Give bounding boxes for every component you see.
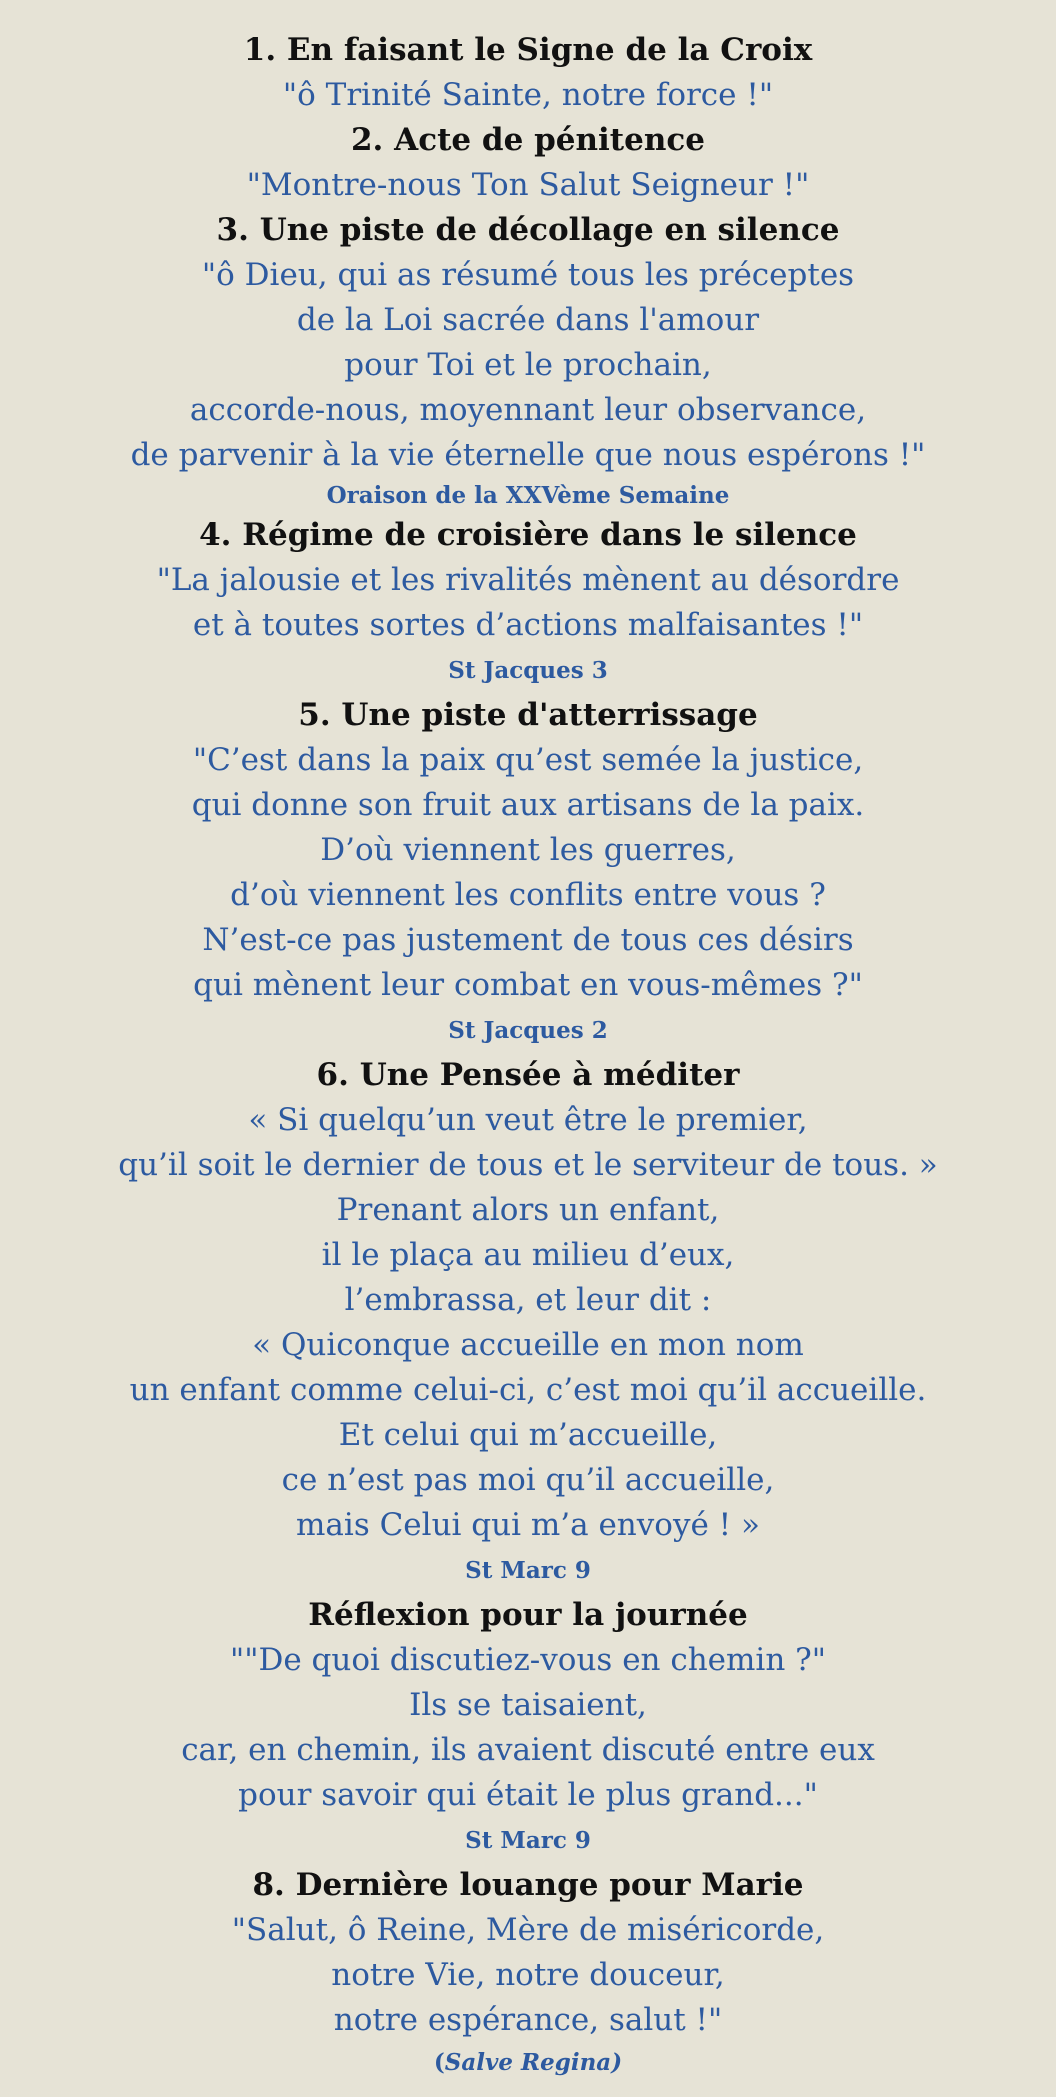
quote-line: ""De quoi discutiez-vous en chemin ?" xyxy=(229,1642,827,1678)
section-heading: 1. En faisant le Signe de la Croix xyxy=(243,32,813,68)
quote-line: Prenant alors un enfant, xyxy=(336,1192,720,1228)
quote-line: Ils se taisaient, xyxy=(409,1687,647,1723)
section-heading: 2. Acte de pénitence xyxy=(350,122,705,158)
quote-line: pour savoir qui était le plus grand..." xyxy=(238,1777,818,1813)
section-takeoff xyxy=(0,208,1056,513)
quote-line: de parvenir à la vie éternelle que nous espérons !" xyxy=(130,437,926,473)
quote-line: "C’est dans la paix qu’est semée la justice, xyxy=(192,742,864,778)
quote-line: qu’il soit le dernier de tous et le serviteur de tous. » xyxy=(118,1147,938,1183)
section-heading: 4. Régime de croisière dans le silence xyxy=(199,517,857,553)
section-heading: 6. Une Pensée à méditer xyxy=(316,1057,740,1093)
quote-line: de la Loi sacrée dans l'amour xyxy=(296,302,760,338)
quote-line: d’où viennent les conflits entre vous ? xyxy=(230,877,826,913)
quote-line: "Salut, ô Reine, Mère de miséricorde, xyxy=(231,1912,825,1948)
quote-source: St Jacques 3 xyxy=(448,657,608,684)
quote-line: Et celui qui m’accueille, xyxy=(338,1417,718,1453)
quote-line: "Montre-nous Ton Salut Seigneur !" xyxy=(246,167,810,203)
quote-line: "ô Dieu, qui as résumé tous les préceptes xyxy=(201,257,855,293)
quote-line: accorde-nous, moyennant leur observance, xyxy=(189,392,867,428)
section-cruise xyxy=(0,513,1056,693)
source-paren: ( xyxy=(433,2049,445,2076)
quote-line: "La jalousie et les rivalités mènent au désordre xyxy=(156,562,900,598)
section-reflection xyxy=(0,1593,1056,1863)
section-heading: 5. Une piste d'atterrissage xyxy=(298,697,758,733)
quote-line: mais Celui qui m’a envoyé ! » xyxy=(296,1507,760,1543)
quote-line: D’où viennent les guerres, xyxy=(320,832,736,868)
quote-line: car, en chemin, ils avaient discuté entre eux xyxy=(181,1732,875,1768)
section-penitence xyxy=(0,118,1056,208)
quote-line: ce n’est pas moi qu’il accueille, xyxy=(281,1462,775,1498)
quote-line: notre Vie, notre douceur, xyxy=(331,1957,725,1993)
quote-source: Oraison de la XXVème Semaine xyxy=(326,482,730,509)
quote-line: N’est-ce pas justement de tous ces désirs xyxy=(202,922,854,958)
quote-line: qui donne son fruit aux artisans de la paix. xyxy=(191,787,865,823)
section-heading: 3. Une piste de décollage en silence xyxy=(216,212,840,248)
quote-line: pour Toi et le prochain, xyxy=(344,347,712,383)
quote-line: il le plaça au milieu d’eux, xyxy=(321,1237,735,1273)
section-heading: Réflexion pour la journée xyxy=(308,1597,748,1633)
quote-line: notre espérance, salut !" xyxy=(333,2002,723,2038)
quote-source xyxy=(0,2043,1056,2083)
section-meditation xyxy=(0,1053,1056,1593)
quote-source: St Jacques 2 xyxy=(448,1017,608,1044)
quote-line: et à toutes sortes d’actions malfaisantes !" xyxy=(192,607,864,643)
section-landing xyxy=(0,693,1056,1053)
quote-line: un enfant comme celui-ci, c’est moi qu’il accueille. xyxy=(129,1372,927,1408)
source-title: Salve Regina) xyxy=(444,2049,623,2076)
quote-line: "ô Trinité Sainte, notre force !" xyxy=(282,77,774,113)
section-marian-praise xyxy=(0,1863,1056,2083)
quote-source: St Marc 9 xyxy=(465,1827,591,1854)
quote-line: qui mènent leur combat en vous-mêmes ?" xyxy=(193,967,863,1003)
quote-source: St Marc 9 xyxy=(465,1557,591,1584)
quote-line: l’embrassa, et leur dit : xyxy=(344,1282,712,1318)
quote-line: « Si quelqu’un veut être le premier, xyxy=(248,1102,808,1138)
section-sign-of-cross xyxy=(0,28,1056,118)
section-heading: 8. Dernière louange pour Marie xyxy=(252,1867,804,1903)
quote-line: « Quiconque accueille en mon nom xyxy=(252,1327,804,1363)
